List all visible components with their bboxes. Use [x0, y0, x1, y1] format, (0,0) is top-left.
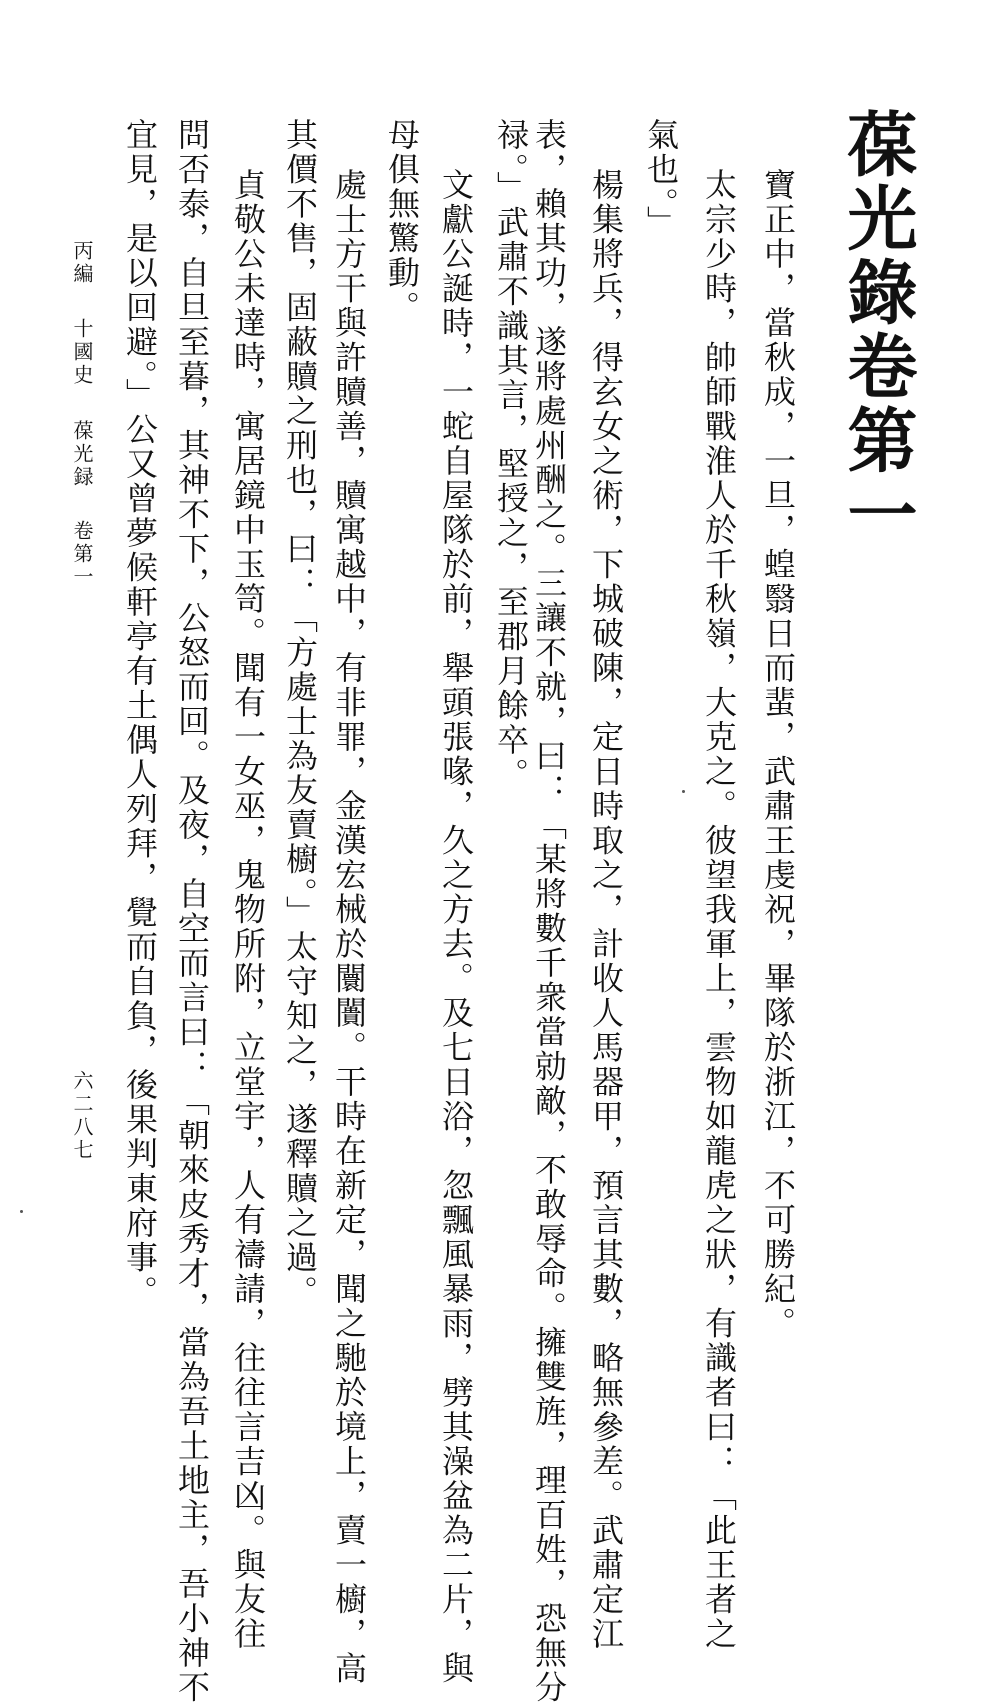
text-column-5: 表，賴其功，遂將處州酬之。三讓不就，曰：「某將數千衆當勍敵，不敢辱命。擁雙旌，理百姓，恐無分: [530, 118, 568, 1705]
scan-speck: [682, 790, 685, 793]
text-column-2: 太宗少時，帥師戰淮人於千秋嶺，大克之。彼望我軍上，雲物如龍虎之狀，有識者曰：「此王者之: [700, 168, 738, 1652]
text-column-8: 母俱無驚動。: [383, 118, 421, 325]
text-column-12: 問否泰，自旦至暮，其神不下，公怒而回。及夜，自空而言曰：「朝來皮秀才，當為吾土地主，吾小神不: [173, 118, 211, 1705]
text-column-4: 楊集將兵，得玄女之術，下城破陳，定日時取之，計收人馬器甲，預言其數，略無參差。武肅定江: [587, 168, 625, 1652]
text-column-13: 宜見，是以回避。」公又曾夢候軒亭有土偶人列拜，覺而自負，後果判東府事。: [121, 118, 159, 1310]
text-column-9: 處士方干與許贖善，贖寓越中，有非罪，金漢宏械於闤闠。干時在新定，聞之馳於境上，賣一櫥，高: [330, 168, 368, 1686]
footer-volume: 卷第一: [70, 520, 94, 589]
document-title: 葆光錄卷第一: [836, 108, 919, 552]
text-column-7: 文獻公誕時，一蛇自屋隊於前，舉頭張喙，久之方去。及七日浴，忽飄風暴雨，劈其澡盆為二片，與: [437, 168, 475, 1686]
text-column-11: 貞敬公未達時，寓居鏡中玉笥。聞有一女巫，鬼物所附，立堂宇，人有禱請，往往言吉凶。與友往: [229, 168, 267, 1652]
page-number: 六二八七: [70, 1070, 94, 1162]
text-column-10: 其價不售，固蔽贖之刑也，曰：「方處士為友賣櫥。」太守知之，遂釋贖之過。: [281, 118, 319, 1310]
text-column-3: 氣也。」: [642, 118, 680, 240]
text-column-6: 禄。」武肅不識其言，堅授之，至郡月餘卒。: [492, 118, 530, 792]
footer-collection: 十國史: [70, 318, 94, 387]
footer-series: 丙編: [70, 240, 94, 286]
scan-speck: [20, 1210, 23, 1213]
footer-book: 葆光録: [70, 420, 94, 489]
text-column-1: 寶正中，當秋成，一旦，蝗翳日而蜚，武肅王虔祝，畢隊於浙江，不可勝紀。: [759, 168, 797, 1341]
